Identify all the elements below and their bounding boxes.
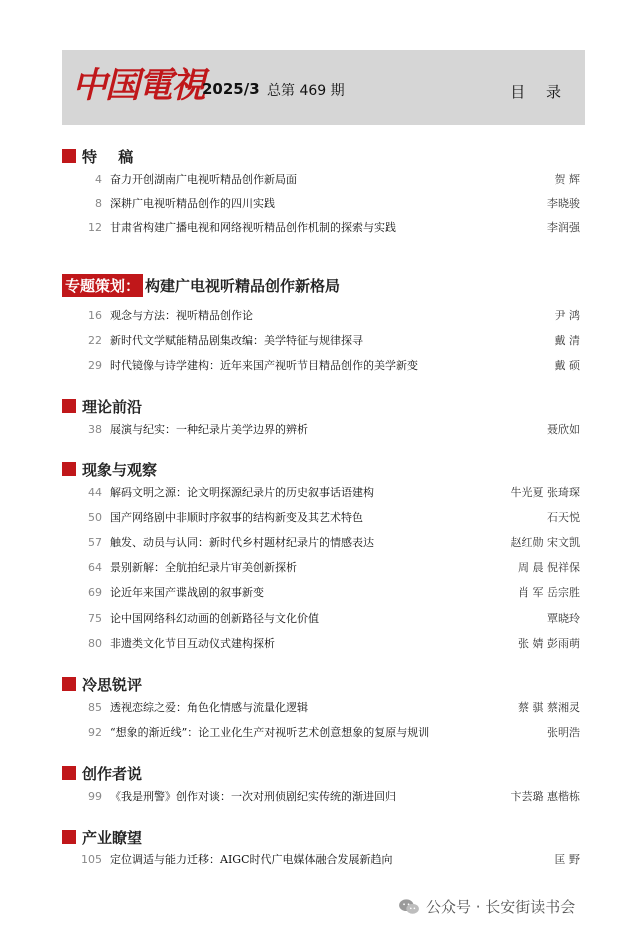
toc-label: 目 录: [510, 83, 569, 101]
section-heading: [62, 274, 340, 296]
article-title: 观念与方法：视听精品创作论: [110, 309, 253, 322]
section-title: 构建广电视听精品创作新格局: [145, 276, 341, 295]
section-marker: [62, 766, 76, 780]
page-number: 69: [88, 586, 102, 599]
article-title: 新时代文学赋能精品剧集改编：美学特征与规律探寻: [110, 334, 363, 347]
toc-entry[interactable]: [80, 610, 580, 628]
article-author: 匡 野: [554, 853, 580, 866]
section-heading: [62, 826, 142, 848]
toc-entry[interactable]: [80, 509, 580, 527]
section-marker: [62, 399, 76, 413]
toc-entry[interactable]: [80, 307, 580, 325]
article-title: 景别新解：全航拍纪录片审美创新探析: [110, 561, 297, 574]
page-number: 64: [88, 561, 102, 574]
section-title: 产业瞭望: [82, 828, 143, 847]
page-number: 105: [81, 853, 102, 866]
toc-entry[interactable]: [80, 534, 580, 552]
article-title: 透视恋综之爱：角色化情感与流量化逻辑: [110, 701, 308, 714]
toc-entry[interactable]: [80, 788, 580, 806]
section-title: 理论前沿: [82, 397, 143, 416]
article-title: 深耕广电视听精品创作的四川实践: [110, 197, 275, 210]
journal-logo: 中国電視: [72, 65, 205, 106]
toc-entry[interactable]: [80, 724, 580, 742]
article-title: 展演与纪实：一种纪录片美学边界的辨析: [110, 423, 308, 436]
article-author: 蔡 骐 蔡湘灵: [518, 701, 580, 714]
section-heading: [62, 145, 141, 167]
article-title: “想象的渐近线”：论工业化生产对视听艺术创意想象的复原与规训: [110, 726, 430, 739]
page-number: 99: [88, 790, 102, 803]
section-heading: [62, 673, 142, 695]
section-heading: [62, 762, 142, 784]
article-author: 肖 军 岳宗胜: [518, 586, 580, 599]
article-author: 张明浩: [547, 726, 580, 739]
article-author: 覃晓玲: [547, 612, 580, 625]
page-number: 50: [88, 511, 102, 524]
article-title: 奋力开创湖南广电视听精品创作新局面: [110, 173, 297, 186]
page-number: 44: [88, 486, 102, 499]
issue-number: 2025/3: [202, 80, 260, 98]
article-title: 定位调适与能力迁移：AIGC时代广电媒体融合发展新趋向: [110, 853, 393, 866]
wechat-watermark: [398, 896, 575, 917]
article-title: 《我是刑警》创作对谈：一次对刑侦剧纪实传统的渐进回归: [110, 790, 396, 803]
page-number: 8: [95, 197, 102, 210]
article-author: 牛光夏 张琦琛: [510, 486, 580, 499]
article-author: 李晓骏: [547, 197, 580, 210]
article-title: 时代镜像与诗学建构：近年来国产视听节目精品创作的美学新变: [110, 359, 418, 372]
toc-entry[interactable]: [80, 421, 580, 439]
toc-entry[interactable]: [80, 584, 580, 602]
toc-entry[interactable]: [80, 195, 580, 213]
page-number: 22: [88, 334, 102, 347]
page-number: 75: [88, 612, 102, 625]
article-author: 尹 鸿: [554, 309, 580, 322]
article-author: 石天悦: [547, 511, 580, 524]
section-marker: [62, 677, 76, 691]
toc-entry[interactable]: [80, 219, 580, 237]
page-number: 57: [88, 536, 102, 549]
toc-entry[interactable]: [80, 357, 580, 375]
section-title: 创作者说: [82, 764, 143, 783]
page-number: 92: [88, 726, 102, 739]
article-author: 贺 辉: [554, 173, 580, 186]
toc-entry[interactable]: [80, 635, 580, 653]
article-title: 甘肃省构建广播电视和网络视听精品创作机制的探索与实践: [110, 221, 396, 234]
toc-entry[interactable]: [80, 699, 580, 717]
page-number: 29: [88, 359, 102, 372]
article-title: 论中国网络科幻动画的创新路径与文化价值: [110, 612, 319, 625]
journal-header: [62, 50, 585, 125]
section-marker: [62, 462, 76, 476]
page-number: 38: [88, 423, 102, 436]
total-issue: 总第 469 期: [267, 83, 345, 99]
article-title: 触发、动员与认同：新时代乡村题材纪录片的情感表达: [110, 536, 374, 549]
article-author: 赵红勋 宋文凯: [510, 536, 580, 549]
toc-entry[interactable]: [80, 171, 580, 189]
article-title: 非遗类文化节目互动仪式建构探析: [110, 637, 275, 650]
section-title: 现象与观察: [82, 460, 158, 479]
article-title: 解码文明之源：论文明探源纪录片的历史叙事话语建构: [110, 486, 374, 499]
toc-entry[interactable]: [80, 484, 580, 502]
page-number: 85: [88, 701, 102, 714]
article-author: 戴 硕: [554, 359, 580, 372]
section-title: 特 稿: [82, 147, 142, 166]
article-author: 聂欣如: [547, 423, 580, 436]
article-author: 李润强: [547, 221, 580, 234]
wechat-icon: [398, 898, 420, 916]
section-title: 冷思锐评: [82, 675, 143, 694]
article-author: 卞芸璐 惠楷栋: [510, 790, 580, 803]
section-marker: [62, 149, 76, 163]
page-number: 4: [95, 173, 102, 186]
article-author: 周 晨 倪祥保: [518, 561, 580, 574]
special-topic-tag: 专题策划：: [62, 274, 143, 297]
article-author: 张 婧 彭雨萌: [518, 637, 580, 650]
section-marker: [62, 830, 76, 844]
section-heading: [62, 458, 157, 480]
toc-entry[interactable]: [80, 332, 580, 350]
watermark-text: 公众号 · 长安街读书会: [426, 898, 576, 916]
article-title: 论近年来国产谍战剧的叙事新变: [110, 586, 264, 599]
page-number: 16: [88, 309, 102, 322]
section-heading: [62, 395, 142, 417]
page-number: 12: [88, 221, 102, 234]
article-title: 国产网络剧中非顺时序叙事的结构新变及其艺术特色: [110, 511, 363, 524]
article-author: 戴 清: [554, 334, 580, 347]
page-number: 80: [88, 637, 102, 650]
toc-entry[interactable]: [80, 559, 580, 577]
toc-entry[interactable]: [80, 851, 580, 869]
